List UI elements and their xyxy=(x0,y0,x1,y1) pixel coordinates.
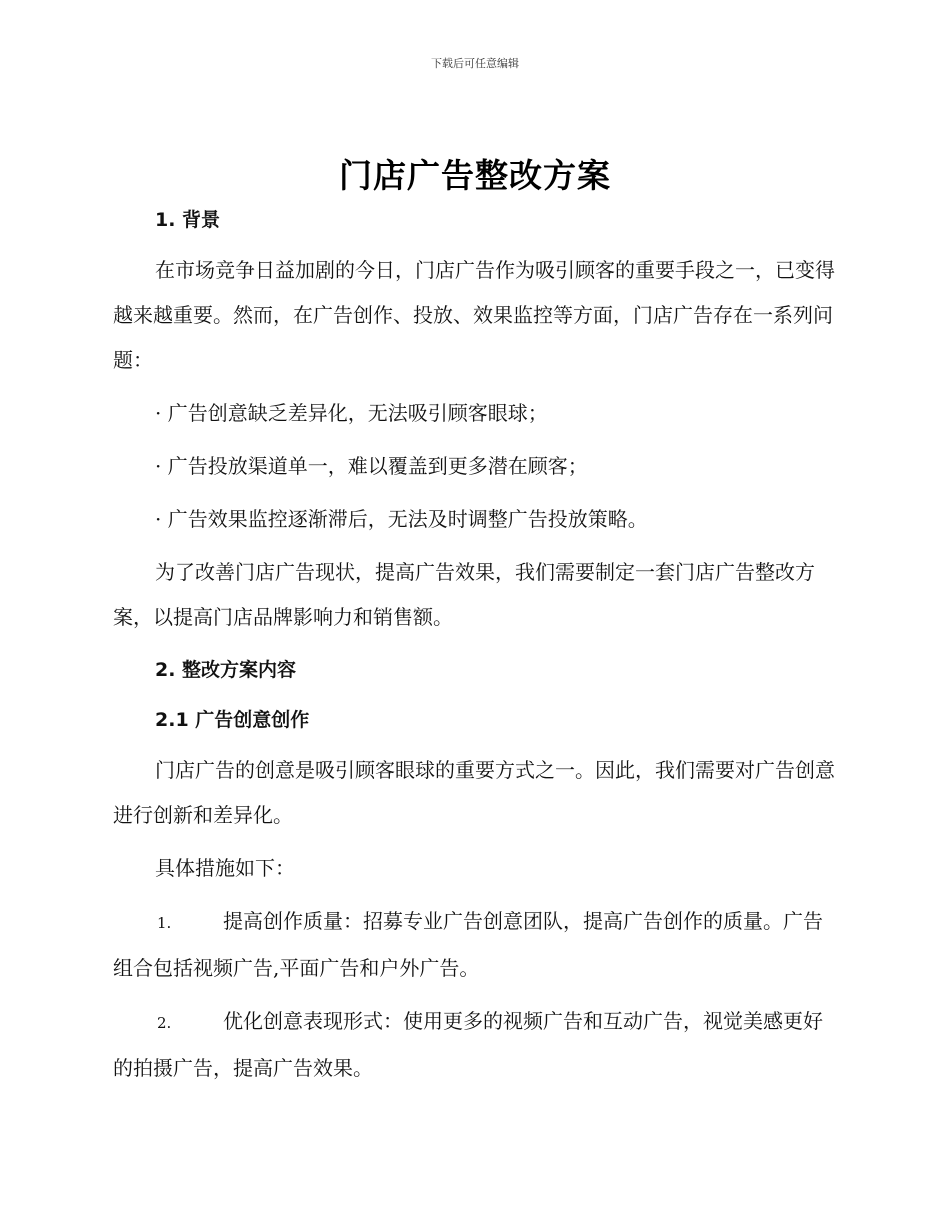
item-text: 提高创作质量：招募专业广告创意团队，提高广告创作的质量。广告组合包括视频广告,平面广告和户外广告。 xyxy=(113,909,823,980)
subsection-heading-creative: 2.1 广告创意创作 xyxy=(155,709,310,731)
document-title: 门店广告整改方案 xyxy=(339,156,611,195)
section-heading-background: 1. 背景 xyxy=(155,209,221,231)
bullet-item: · 广告投放渠道单一，难以覆盖到更多潜在顾客； xyxy=(155,454,588,478)
bullet-item: · 广告创意缺乏差异化，无法吸引顾客眼球； xyxy=(155,401,548,425)
creative-paragraph: 门店广告的创意是吸引顾客眼球的重要方式之一。因此，我们需要对广告创意进行创新和差异化。 xyxy=(113,758,835,827)
header-note: 下载后可任意编辑 xyxy=(431,57,519,70)
background-paragraph: 在市场竞争日益加剧的今日，门店广告作为吸引顾客的重要手段之一，已变得越来越重要。然而，在广告创作、投放、效果监控等方面，门店广告存在一系列问题： xyxy=(113,258,835,372)
item-text: 优化创意表现形式：使用更多的视频广告和互动广告，视觉美感更好的拍摄广告，提高广告效果。 xyxy=(113,1009,823,1080)
measures-intro: 具体措施如下： xyxy=(155,856,295,880)
document-body xyxy=(113,200,835,1091)
item-number: 1. xyxy=(157,914,172,932)
item-number: 2. xyxy=(157,1014,172,1032)
numbered-item xyxy=(113,899,835,991)
improvement-paragraph: 为了改善门店广告现状，提高广告效果，我们需要制定一套门店广告整改方案，以提高门店品牌影响力和销售额。 xyxy=(113,560,815,629)
bullet-item: · 广告效果监控逐渐滞后，无法及时调整广告投放策略。 xyxy=(155,507,648,531)
section-heading-plan: 2. 整改方案内容 xyxy=(155,659,297,681)
numbered-item xyxy=(113,999,835,1091)
